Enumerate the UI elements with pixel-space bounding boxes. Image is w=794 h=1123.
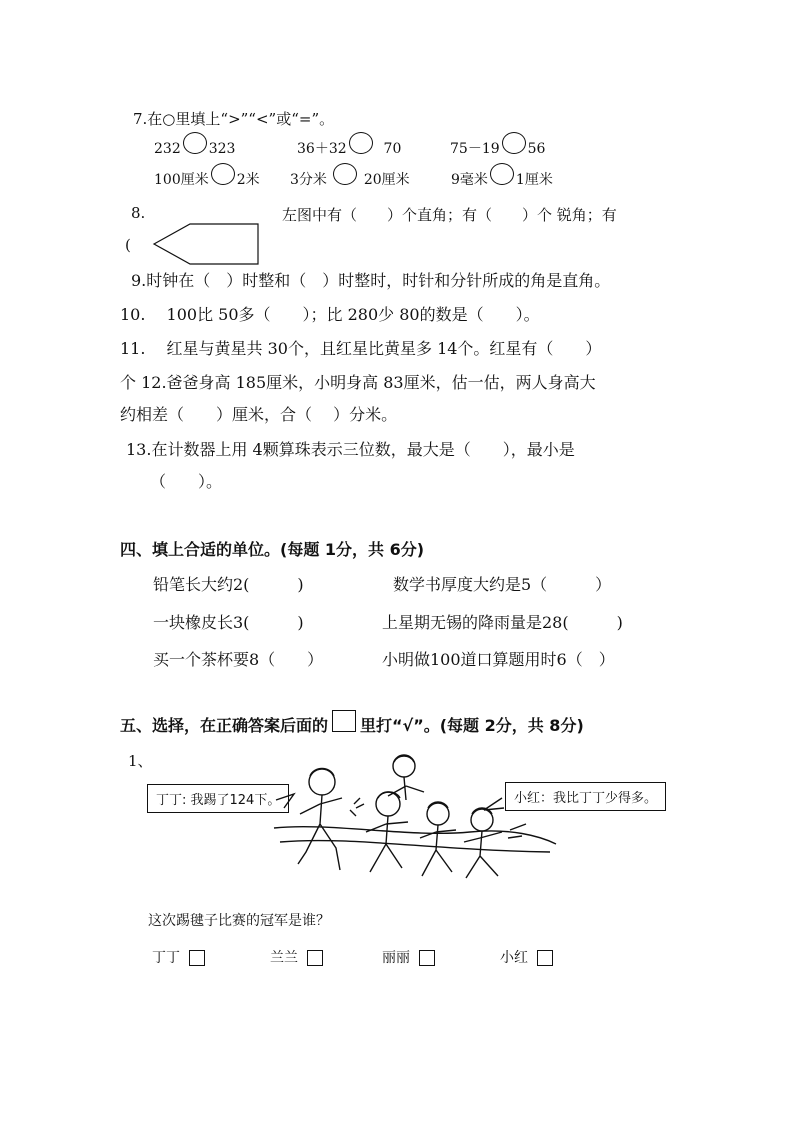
option-dingding (152, 947, 205, 967)
q11-line2: 个 12.爸爸身高 185厘米，小明身高 83厘米，估一估，两人身高大 (120, 373, 596, 392)
q11-line1: 11. 红星与黄星共 30个，且红星比黄星多 14个。红星有（ ） (120, 339, 602, 358)
compare-circle[interactable] (211, 163, 235, 185)
option-label: 小红 (500, 950, 528, 966)
section5-heading-pre: 五、选择，在正确答案后面的 (120, 716, 329, 735)
q13-line2: （ ）。 (150, 472, 223, 491)
q7-row2-a (154, 169, 260, 191)
section4-heading: 四、填上合适的单位。(每题 1分，共 6分) (120, 540, 425, 559)
q1-number: 1、 (128, 752, 153, 770)
question-text: 这次踢毽子比赛的冠军是谁？ (148, 913, 330, 929)
option-lanlan (270, 947, 323, 967)
compare-circle[interactable] (183, 132, 207, 154)
q8-text: 左图中有（ ）个直角；有（ ）个 锐角；有 (282, 206, 617, 224)
option-lili (382, 947, 435, 967)
q7-r2a-left: 100厘米 (154, 172, 209, 188)
unit-item: 小明做100道口算题用时6（ ） (382, 650, 615, 669)
q7-r1a-left: 232 (154, 141, 181, 157)
checkbox-lanlan[interactable] (307, 950, 323, 966)
q9-text: 9.时钟在（ ）时整和（ ）时整时，时针和分针所成的角是直角。 (131, 271, 611, 290)
q10-text: 10. 100比 50多（ ）；比 280少 80的数是（ ）。 (120, 305, 540, 324)
option-xiaohong (500, 947, 553, 967)
q7-row1-b (297, 138, 401, 160)
q7-r1a-right: 323 (208, 141, 236, 157)
compare-circle[interactable] (490, 163, 514, 185)
unit-item: 一块橡皮长3( ) (153, 613, 304, 632)
q7-r2b-left: 3分米 (290, 172, 327, 188)
kids-playing-shuttlecock-illustration (270, 752, 560, 884)
compare-circle[interactable] (502, 132, 526, 154)
q7-r2c-left: 9毫米 (451, 172, 488, 188)
q8-number: 8. (131, 204, 146, 222)
speech-bubble-right: 小红：我比丁丁少得多。 (505, 782, 666, 811)
q7-row1-c (450, 138, 545, 160)
compare-circle[interactable] (333, 163, 357, 185)
q11-line3: 约相差（ ）厘米，合（ ）分米。 (120, 405, 398, 424)
option-label: 丽丽 (382, 950, 410, 966)
checkbox-xiaohong[interactable] (537, 950, 553, 966)
pentagon-figure (152, 222, 262, 266)
unit-item: 上星期无锡的降雨量是28( ) (382, 613, 623, 632)
option-label: 丁丁 (152, 950, 180, 966)
unit-item: 买一个茶杯要8（ ） (153, 650, 324, 669)
checkbox-lili[interactable] (419, 950, 435, 966)
q7-row1-a (154, 138, 235, 160)
q7-title: 7.在○里填上“>”“<”或“=”。 (133, 110, 335, 128)
speech-bubble-left: 丁丁: 我踢了124下。 (147, 784, 289, 813)
q7-r1c-left: 75－19 (450, 141, 500, 157)
q7-r2a-right: 2米 (236, 172, 260, 188)
q8-continuation: ( (125, 236, 131, 254)
q7-r1b-right: 70 (383, 141, 402, 157)
q7-r1b-left: 36＋32 (297, 141, 347, 157)
compare-circle[interactable] (349, 132, 373, 154)
answer-box-icon (332, 710, 356, 732)
option-label: 兰兰 (270, 950, 298, 966)
checkbox-dingding[interactable] (189, 950, 205, 966)
q7-r2b-right: 20厘米 (363, 172, 410, 188)
section5-heading (120, 713, 584, 738)
q7-row2-b (290, 169, 410, 191)
section5-heading-post: 里打“√”。(每题 2分，共 8分) (360, 716, 584, 735)
unit-item: 铅笔长大约2( ) (153, 575, 304, 594)
q7-r2c-right: 1厘米 (515, 172, 553, 188)
unit-item: 数学书厚度大约是5（ ） (393, 575, 612, 594)
q7-row2-c (451, 169, 553, 191)
q13-line1: 13.在计数器上用 4颗算珠表示三位数，最大是（ ），最小是 (126, 440, 575, 459)
q7-r1c-right: 56 (527, 141, 546, 157)
